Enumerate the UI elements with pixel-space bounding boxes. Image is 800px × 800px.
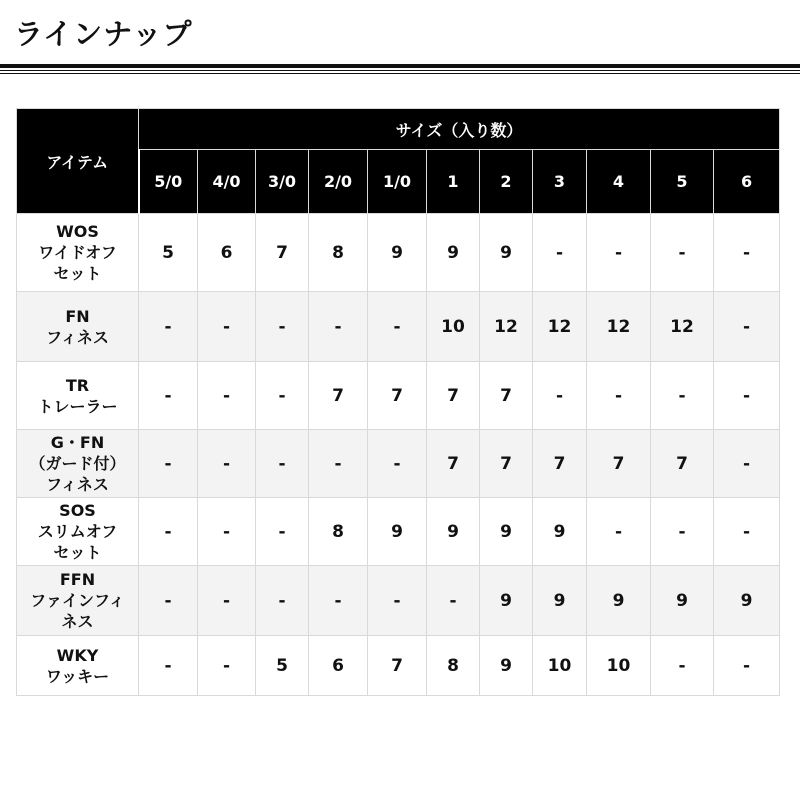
quantity-cell: - (427, 566, 480, 636)
quantity-cell: 9 (368, 214, 427, 292)
item-name-cell (17, 430, 139, 498)
quantity-cell: 10 (533, 636, 587, 696)
item-name-line: ファインフィ (30, 591, 125, 610)
page-title: ラインナップ (14, 17, 193, 51)
quantity-cell: - (139, 636, 198, 696)
item-name-line: FN (65, 306, 90, 326)
quantity-cell: - (714, 430, 780, 498)
quantity-cell: 7 (427, 430, 480, 498)
quantity-cell: 7 (309, 362, 368, 430)
quantity-cell: 7 (480, 430, 533, 498)
size-header-cell: 4/0 (198, 150, 256, 214)
quantity-cell: 9 (533, 498, 587, 566)
quantity-cell: - (368, 430, 427, 498)
item-name-line: フィネス (46, 475, 109, 494)
item-name-line: G・FN (50, 433, 105, 452)
size-header-cell: 3/0 (256, 150, 309, 214)
quantity-cell: - (198, 430, 256, 498)
quantity-cell: - (533, 214, 587, 292)
size-header-cell: 1 (427, 150, 480, 214)
quantity-cell: 12 (533, 292, 587, 362)
quantity-cell: 7 (368, 362, 427, 430)
size-header-cell: 2/0 (309, 150, 368, 214)
quantity-cell: 9 (480, 566, 533, 636)
quantity-cell: 9 (480, 498, 533, 566)
item-name-line: ワッキー (45, 666, 110, 686)
table-row (17, 214, 780, 292)
table-header (17, 109, 780, 214)
quantity-cell: - (139, 362, 198, 430)
quantity-cell: 9 (651, 566, 714, 636)
title-underline-thin-2 (0, 73, 800, 74)
item-name-line: WOS (56, 222, 99, 241)
quantity-cell: 8 (427, 636, 480, 696)
quantity-cell: - (198, 636, 256, 696)
quantity-cell: 12 (480, 292, 533, 362)
quantity-cell: - (651, 362, 714, 430)
quantity-cell: 9 (587, 566, 651, 636)
quantity-cell: 9 (714, 566, 780, 636)
quantity-cell: 9 (368, 498, 427, 566)
item-name-line: ネス (61, 612, 94, 631)
quantity-cell: - (714, 292, 780, 362)
table-row (17, 566, 780, 636)
item-name-cell (17, 362, 139, 430)
quantity-cell: 7 (368, 636, 427, 696)
quantity-cell: - (256, 498, 309, 566)
title-underline-thick (0, 64, 800, 68)
quantity-cell: - (714, 214, 780, 292)
table-row (17, 498, 780, 566)
quantity-cell: - (198, 566, 256, 636)
size-header-cell: 3 (533, 150, 587, 214)
quantity-cell: - (368, 292, 427, 362)
size-header-cell: 2 (480, 150, 533, 214)
quantity-cell: - (587, 214, 651, 292)
quantity-cell: - (309, 292, 368, 362)
quantity-cell: - (309, 566, 368, 636)
size-header-cell: 4 (587, 150, 651, 214)
quantity-cell: 6 (309, 636, 368, 696)
quantity-cell: - (256, 566, 309, 636)
quantity-cell: - (587, 362, 651, 430)
item-column-header: アイテム (17, 109, 139, 214)
size-group-header: サイズ（入り数） (139, 109, 780, 150)
quantity-cell: - (139, 292, 198, 362)
quantity-cell: 9 (480, 214, 533, 292)
quantity-cell: - (256, 292, 309, 362)
item-name-line: TR (65, 375, 90, 395)
quantity-cell: - (714, 636, 780, 696)
quantity-cell: - (198, 498, 256, 566)
item-name-line: スリムオフ (37, 522, 118, 541)
lineup-table (16, 108, 780, 696)
quantity-cell: 7 (587, 430, 651, 498)
quantity-cell: 9 (533, 566, 587, 636)
quantity-cell: - (198, 292, 256, 362)
quantity-cell: 8 (309, 214, 368, 292)
quantity-cell: - (256, 430, 309, 498)
quantity-cell: 7 (533, 430, 587, 498)
quantity-cell: - (139, 566, 198, 636)
table-row (17, 636, 780, 696)
item-name-line: フィネス (46, 327, 109, 347)
quantity-cell: 5 (139, 214, 198, 292)
quantity-cell: - (139, 430, 198, 498)
quantity-cell: 7 (427, 362, 480, 430)
quantity-cell: - (714, 362, 780, 430)
quantity-cell: - (368, 566, 427, 636)
table-body (17, 214, 780, 696)
item-name-line: WKY (56, 645, 99, 665)
item-name-line: セット (53, 543, 102, 562)
quantity-cell: - (533, 362, 587, 430)
quantity-cell: 12 (587, 292, 651, 362)
quantity-cell: - (587, 498, 651, 566)
item-name-line: FFN (59, 570, 96, 589)
quantity-cell: 9 (480, 636, 533, 696)
item-name-cell (17, 498, 139, 566)
quantity-cell: - (651, 636, 714, 696)
item-name-line: ワイドオフ (38, 243, 117, 262)
quantity-cell: 8 (309, 498, 368, 566)
item-name-line: （ガード付） (29, 454, 126, 473)
size-header-cell: 5 (651, 150, 714, 214)
item-name-line: トレーラー (37, 396, 118, 416)
table-row (17, 362, 780, 430)
quantity-cell: 7 (480, 362, 533, 430)
item-name-cell (17, 214, 139, 292)
table-row (17, 292, 780, 362)
item-name-line: SOS (59, 501, 96, 520)
quantity-cell: - (309, 430, 368, 498)
quantity-cell: 12 (651, 292, 714, 362)
table-row (17, 430, 780, 498)
quantity-cell: - (256, 362, 309, 430)
quantity-cell: 10 (427, 292, 480, 362)
quantity-cell: 9 (427, 498, 480, 566)
quantity-cell: - (714, 498, 780, 566)
quantity-cell: 7 (256, 214, 309, 292)
size-header-cell: 1/0 (368, 150, 427, 214)
size-header-cell: 5/0 (139, 150, 198, 214)
item-name-line: セット (53, 264, 102, 283)
quantity-cell: - (651, 214, 714, 292)
quantity-cell: 6 (198, 214, 256, 292)
item-name-cell (17, 566, 139, 636)
quantity-cell: 9 (427, 214, 480, 292)
quantity-cell: 10 (587, 636, 651, 696)
quantity-cell: - (651, 498, 714, 566)
item-name-cell (17, 636, 139, 696)
item-name-cell (17, 292, 139, 362)
quantity-cell: 7 (651, 430, 714, 498)
title-underline-thin-1 (0, 70, 800, 71)
quantity-cell: - (198, 362, 256, 430)
quantity-cell: - (139, 498, 198, 566)
size-header-cell: 6 (714, 150, 780, 214)
quantity-cell: 5 (256, 636, 309, 696)
